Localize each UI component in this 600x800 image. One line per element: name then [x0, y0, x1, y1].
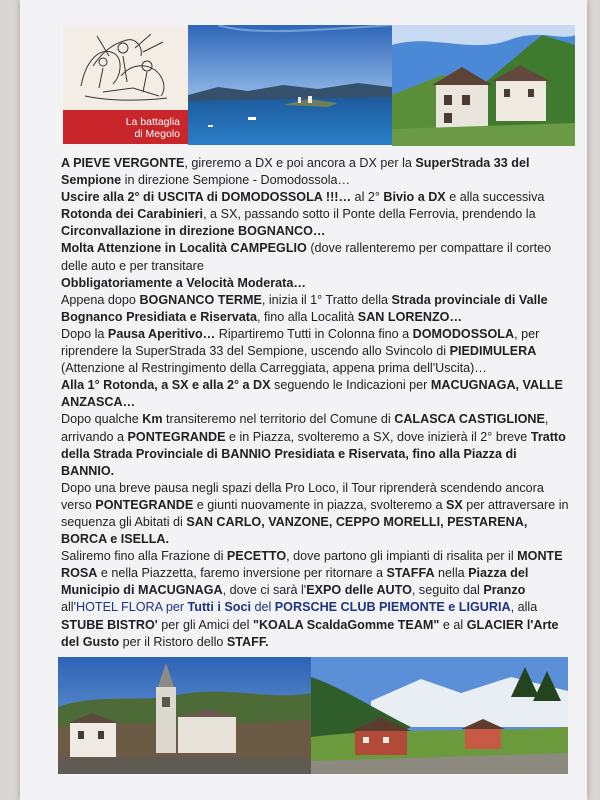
text-run: Tratto della Strada Provinciale di BANNIO Presidiata e Riservata, fino alla Piazza di BANNIO.	[61, 429, 566, 478]
text-run: PIEDIMULERA	[449, 344, 537, 359]
text-run: SX	[445, 497, 463, 512]
text-run: STUBE BISTRO'	[61, 617, 158, 632]
mountain-village-photo	[392, 25, 575, 146]
itinerary-paragraph	[61, 240, 571, 274]
itinerary-paragraph	[61, 275, 571, 292]
text-run: MONTE ROSA	[61, 549, 563, 581]
text-run: CALASCA CASTIGLIONE	[394, 412, 545, 427]
itinerary-paragraph	[61, 377, 571, 411]
text-run: per	[162, 600, 188, 615]
text-run: in direzione Sempione - Domodossola…	[121, 173, 351, 188]
text-run: , inizia il 1° Tratto della	[261, 292, 392, 307]
text-run: e giunti nuovamente in piazza, svolteremo a	[193, 497, 446, 512]
text-run: Piazza del Municipio di MACUGNAGA	[61, 566, 529, 598]
text-run: Saliremo fino alla Frazione di	[61, 549, 227, 564]
text-run: GLACIER	[466, 617, 524, 632]
battle-sketch-icon	[63, 26, 188, 110]
text-run: , alla	[510, 600, 538, 615]
text-run: , dove partono gli impianti di risalita per il	[286, 549, 518, 564]
text-run: Strada provinciale di Valle Bognanco Presidiata e Riservata	[61, 292, 548, 324]
caption-line-2: di Megolo	[134, 128, 180, 140]
text-run: SAN CARLO, VANZONE, CEPPO MORELLI, PESTARENA, BORCA e ISELLA.	[61, 514, 528, 547]
text-run: l'Arte del Gusto	[61, 617, 559, 649]
text-run: PONTEGRANDE	[95, 497, 194, 512]
text-run: Ripartiremo Tutti in Colonna fino a	[215, 326, 413, 341]
text-run: SAN LORENZO…	[357, 309, 463, 324]
text-run: , per riprendere la SuperStrada 33 del Sempione, uscendo allo Svincolo di	[61, 326, 540, 359]
itinerary-paragraph	[61, 326, 571, 377]
text-run: (Attenzione al Restringimento della Carreggiata, appena prima dell'Uscita)…	[61, 361, 487, 376]
text-run: nella	[434, 566, 469, 581]
text-run: Km	[142, 412, 163, 427]
lake-photo-icon	[188, 25, 392, 145]
text-run: per gli Amici del	[157, 617, 253, 632]
text-run: Pranzo	[483, 583, 526, 598]
text-run: e in Piazza, svolteremo a SX, dove inizierà il 2° breve	[225, 429, 531, 444]
text-run: Appena dopo	[61, 292, 140, 307]
text-run: HOTEL FLORA	[76, 600, 163, 615]
itinerary-paragraph	[61, 292, 571, 326]
text-run: Obbligatoriamente a Velocità Moderata…	[61, 275, 306, 290]
text-run: Uscire alla 2° di USCITA di DOMODOSSOLA !!!…	[61, 190, 352, 205]
text-run: per attraversare in sequenza gli Abitati di	[61, 497, 569, 529]
text-run: , dove ci sarà l'	[222, 583, 307, 598]
text-run: Rotonda dei Carabinieri	[61, 207, 204, 222]
text-run: e nella Piazzetta, faremo inversione per ritornare a	[97, 566, 387, 581]
text-run: , a SX, passando sotto il Ponte della Ferrovia, prendendo la	[203, 207, 536, 222]
itinerary-paragraph	[61, 189, 571, 240]
itinerary-paragraph	[61, 480, 571, 548]
text-run: Alla 1° Rotonda, a SX e alla 2° a DX	[61, 378, 271, 393]
text-run: MACUGNAGA, VALLE ANZASCA…	[61, 378, 563, 410]
text-run: PECETTO	[226, 549, 287, 564]
lake-photo	[188, 25, 392, 145]
church-village-photo-icon	[58, 657, 311, 774]
text-run: EXPO delle AUTO	[306, 583, 412, 598]
text-run: STAFF.	[226, 634, 269, 649]
text-run: Dopo una breve pausa negli spazi della Pro Loco, il Tour riprenderà scendendo ancora verso	[61, 480, 544, 512]
text-run: PORSCHE CLUB PIEMONTE e LIGURIA	[274, 600, 511, 615]
text-run: "KOALA ScaldaGomme TEAM"	[252, 617, 440, 632]
alpine-chalet-photo	[311, 657, 568, 774]
itinerary-paragraph	[61, 411, 571, 479]
text-run: Tutti i Soci	[187, 600, 251, 615]
text-run: Pausa Aperitivo…	[107, 326, 216, 341]
text-run: seguendo le Indicazioni per	[270, 378, 431, 393]
text-run: e alla successiva	[445, 190, 545, 205]
text-run: Dopo la	[61, 326, 108, 341]
text-run: e al	[439, 617, 467, 632]
alpine-chalet-photo-icon	[311, 657, 568, 774]
text-run: BOGNANCO TERME	[139, 292, 262, 307]
itinerary-text	[61, 155, 571, 651]
text-run: Molta Attenzione in Località CAMPEGLIO	[61, 241, 307, 256]
text-run: per il Ristoro dello	[119, 634, 227, 649]
battle-caption	[63, 110, 188, 144]
itinerary-paragraph	[61, 548, 571, 651]
text-run: DOMODOSSOLA	[412, 326, 515, 341]
text-run: Dopo qualche	[61, 412, 143, 427]
text-run: all'	[61, 600, 77, 615]
text-run: Bivio a DX	[383, 190, 446, 205]
text-run: transiteremo nel territorio del Comune di	[162, 412, 395, 427]
text-run: Circonvallazione in direzione BOGNANCO…	[61, 224, 326, 239]
text-run: , seguito dal	[411, 583, 484, 598]
text-run: , arrivando a	[61, 412, 549, 444]
church-village-photo	[58, 657, 311, 774]
text-run: (dove rallenteremo per compattare il corteo delle auto e per transitare	[61, 241, 552, 273]
text-run: STAFFA	[386, 566, 435, 581]
text-run: SuperStrada 33 del Sempione	[61, 156, 530, 188]
text-run: A PIEVE VERGONTE	[61, 156, 185, 170]
text-run: al 2°	[351, 190, 384, 205]
text-run: del	[250, 600, 275, 615]
text-run: , fino alla Località	[256, 309, 358, 324]
text-run: , gireremo a DX e poi ancora a DX per la	[184, 156, 416, 170]
itinerary-paragraph	[61, 155, 571, 189]
battle-of-megolo-image	[63, 26, 188, 144]
mountain-village-photo-icon	[392, 25, 575, 146]
caption-line-1: La battaglia	[125, 116, 180, 128]
text-run: PONTEGRANDE	[127, 429, 226, 444]
